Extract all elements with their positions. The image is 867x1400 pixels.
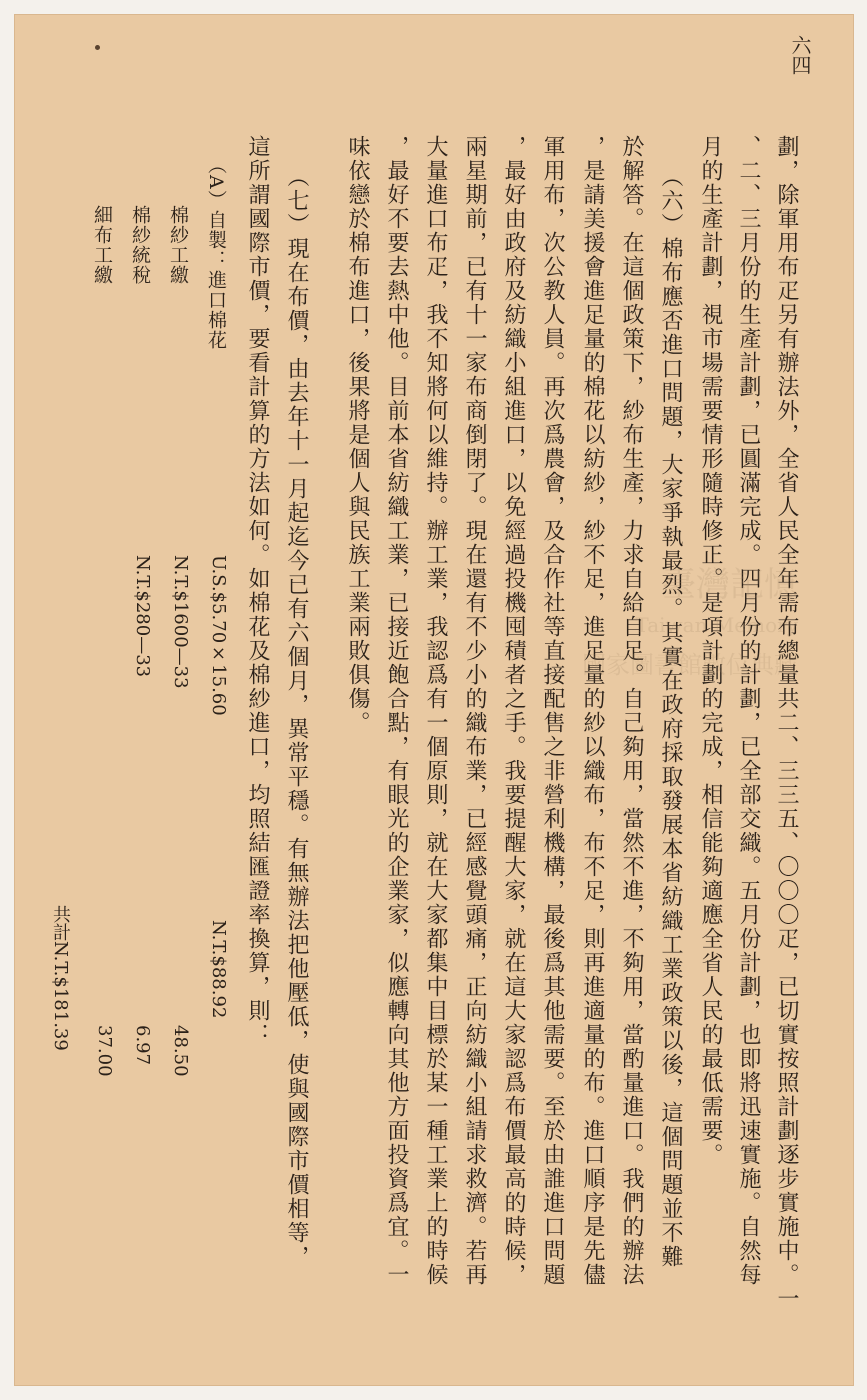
table-row-formula: N.T.$1600—33 <box>170 555 191 689</box>
watermark-line: 國家圖書館數位典藏 <box>582 651 798 679</box>
table-total: 共計N.T.$181.39 <box>50 905 71 1051</box>
page-number: 六四 <box>788 35 812 75</box>
table-row-label: 棉紗統稅 <box>129 205 151 285</box>
table-row-value: 48.50 <box>170 1025 191 1077</box>
body-line: ，是請美援會進足量的棉花以紡紗，紗不足，進足量的紗以織布，布不足，則再進適量的布。進口順序是先儘 <box>580 135 605 1287</box>
body-line: ，最好由政府及紡織小組進口，以免經過投機囤積者之手。我要提醒大家，就在這大家認爲布價最高的時候， <box>501 135 526 1287</box>
library-watermark <box>568 565 798 685</box>
watermark-line: 臺灣記憶 <box>662 565 798 605</box>
body-line: 、二、三月份的生產計劃，已圓滿完成。四月份的計劃，已全部交織。五月份計劃，也即將迅速實施。自然每 <box>736 135 761 1287</box>
body-line: 月的生產計劃，視市場需要情形隨時修正。是項計劃的完成，相信能夠適應全省人民的最低需要。 <box>698 135 723 1167</box>
page-dot-mark <box>95 45 100 50</box>
body-line: 味依戀於棉布進口，後果將是個人與民族工業兩敗俱傷。 <box>345 135 370 735</box>
table-row-label: 細布工繳 <box>91 205 113 285</box>
table-row-label: 棉紗工繳 <box>167 205 189 285</box>
watermark-line: Taiwan Memory <box>635 613 798 637</box>
table-heading: （A）自製：進口棉花 <box>205 155 227 350</box>
table-heading-value: N.T.$88.92 <box>208 920 229 1019</box>
body-line: （七）現在布價，由去年十一月起迄今已有六個月，異常平穩。有無辦法把他壓低，使與國際市價相等， <box>284 165 309 1269</box>
body-line: 軍用布，次公教人員。再次爲農會，及合作社等直接配售之非營利機構，最後爲其他需要。至於由誰進口問題 <box>540 135 565 1287</box>
body-line: 大量進口布疋，我不知將何以維持。辦工業，我認爲有一個原則，就在大家都集中目標於某一種工業上的時候 <box>423 135 448 1287</box>
table-heading-formula: U.S.$5.70×15.60 <box>208 555 229 716</box>
body-line: 於解答。在這個政策下，紗布生產，力求自給自足。自己夠用，當然不進，不夠用，當酌量進口。我們的辦法 <box>619 135 644 1287</box>
table-row-formula: N.T.$280—33 <box>132 555 153 678</box>
body-line: 這所謂國際市價，要看計算的方法如何。如棉花及棉紗進口，均照結匯證率換算，則： <box>245 135 270 1047</box>
body-line: 兩星期前，已有十一家布商倒閉了。現在還有不少小的織布業，已經感覺頭痛，正向紡織小組請求救濟。若再 <box>462 135 487 1287</box>
body-line: ，最好不要去熱中他。目前本省紡織工業，已接近飽合點，有眼光的企業家，似應轉向其他方面投資爲宜。一 <box>384 135 409 1287</box>
body-line: （六）棉布應否進口問題，大家爭執最烈。其實在政府採取發展本省紡織工業政策以後，這個問題並不難 <box>658 165 683 1269</box>
table-row-value: 37.00 <box>94 1025 115 1077</box>
scanned-page <box>14 14 854 1386</box>
body-line: 劃，除軍用布疋另有辦法外，全省人民全年需布總量共二、三三五、〇〇〇疋，已切實按照計劃逐步實施中。一 <box>774 135 799 1311</box>
table-row-value: 6.97 <box>132 1025 153 1066</box>
